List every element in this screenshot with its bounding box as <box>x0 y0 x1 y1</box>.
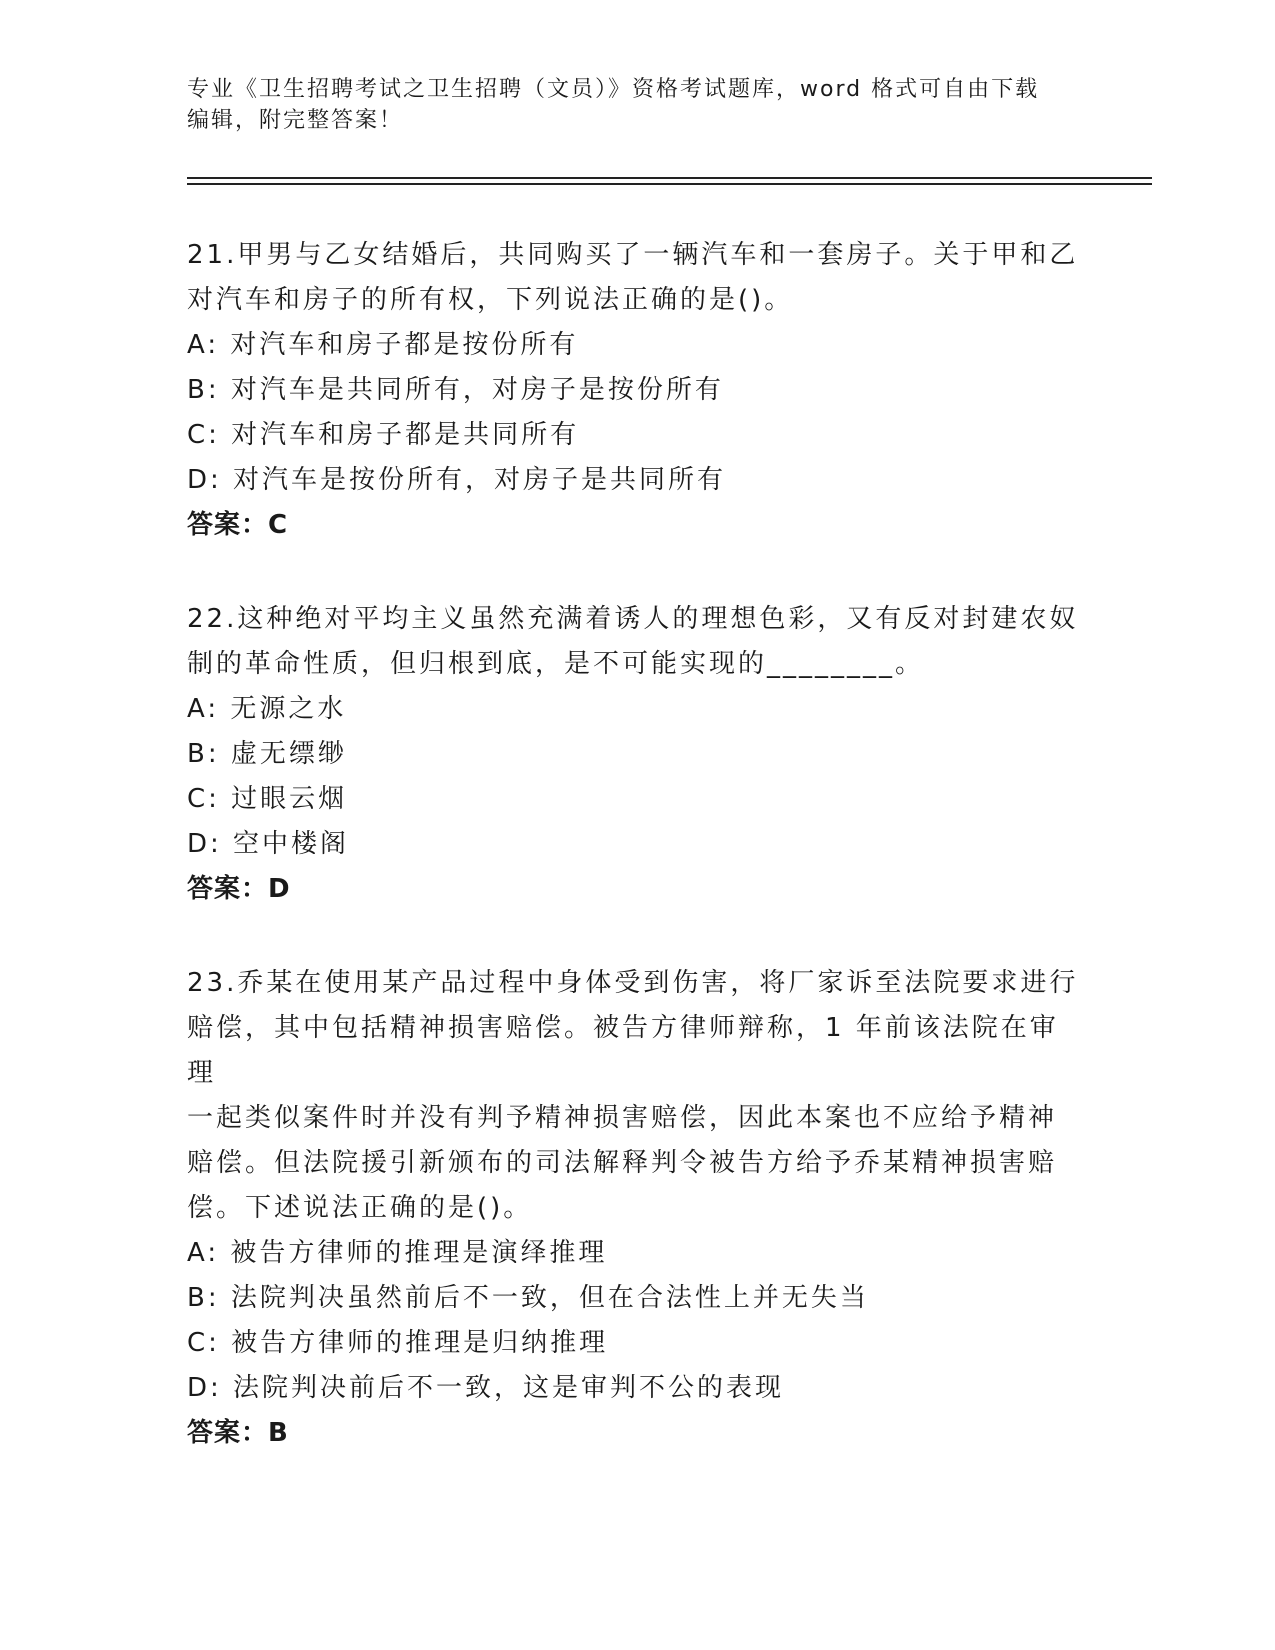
question-21 <box>187 233 1087 548</box>
option-b: B: 对汽车是共同所有，对房子是按份所有 <box>187 375 724 405</box>
question-stem-line: 一起类似案件时并没有判予精神损害赔偿，因此本案也不应给予精神 <box>187 1103 1058 1133</box>
answer: 答案：B <box>187 1418 289 1448</box>
option-c: C: 对汽车和房子都是共同所有 <box>187 420 580 450</box>
header-divider-top <box>187 177 1152 179</box>
question-23 <box>187 961 1087 1456</box>
question-stem-line: 21.甲男与乙女结婚后，共同购买了一辆汽车和一套房子。关于甲和乙 <box>187 240 1079 270</box>
question-stem-line: 赔偿，其中包括精神损害赔偿。被告方律师辩称，1 年前该法院在审理 <box>187 1013 1059 1088</box>
question-stem-line: 偿。下述说法正确的是()。 <box>187 1193 533 1223</box>
option-b: B: 法院判决虽然前后不一致，但在合法性上并无失当 <box>187 1283 869 1313</box>
option-a: A: 无源之水 <box>187 694 347 724</box>
header-divider-bottom <box>187 183 1152 185</box>
question-stem-line: 赔偿。但法院援引新颁布的司法解释判令被告方给予乔某精神损害赔 <box>187 1148 1058 1178</box>
option-d: D: 对汽车是按份所有，对房子是共同所有 <box>187 465 727 495</box>
header-line-2: 编辑，附完整答案！ <box>187 108 404 133</box>
answer: 答案：C <box>187 510 289 540</box>
option-b: B: 虚无缥缈 <box>187 739 347 769</box>
question-stem-line: 23.乔某在使用某产品过程中身体受到伤害，将厂家诉至法院要求进行 <box>187 968 1079 998</box>
document-header <box>187 74 1067 136</box>
option-c: C: 被告方律师的推理是归纳推理 <box>187 1328 609 1358</box>
option-a: A: 被告方律师的推理是演绎推理 <box>187 1238 608 1268</box>
option-c: C: 过眼云烟 <box>187 784 348 814</box>
question-stem-line: 对汽车和房子的所有权，下列说法正确的是()。 <box>187 285 794 315</box>
question-stem-line: 制的革命性质，但归根到底，是不可能实现的________。 <box>187 649 925 679</box>
option-d: D: 法院判决前后不一致，这是审判不公的表现 <box>187 1373 785 1403</box>
question-stem-line: 22.这种绝对平均主义虽然充满着诱人的理想色彩，又有反对封建农奴 <box>187 604 1079 634</box>
option-a: A: 对汽车和房子都是按份所有 <box>187 330 579 360</box>
answer: 答案：D <box>187 874 291 904</box>
option-d: D: 空中楼阁 <box>187 829 350 859</box>
header-line-1: 专业《卫生招聘考试之卫生招聘（文员）》资格考试题库，word 格式可自由下载 <box>187 77 1040 102</box>
question-22 <box>187 597 1087 912</box>
